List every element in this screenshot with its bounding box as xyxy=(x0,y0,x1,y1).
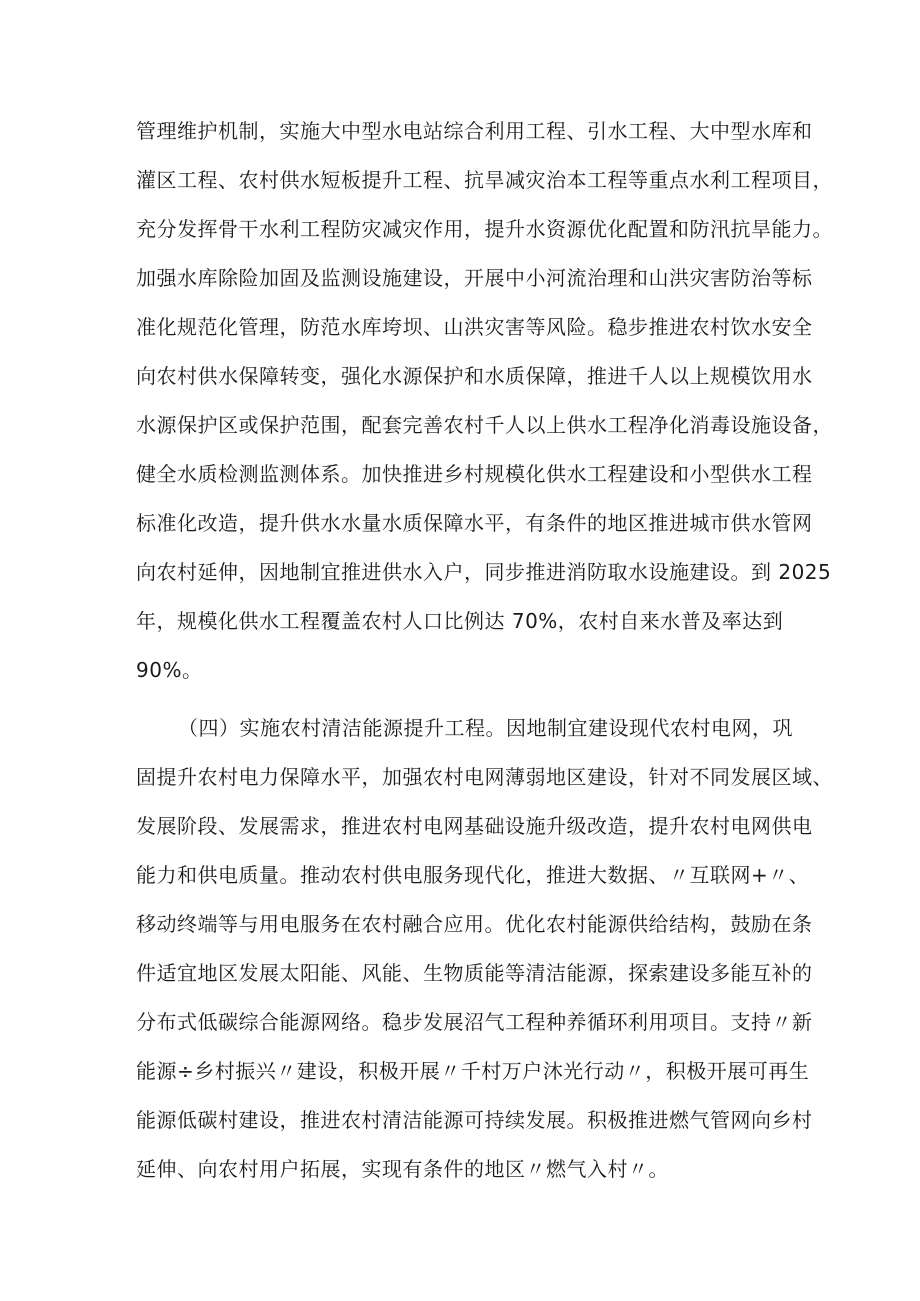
text-line: 件适宜地区发展太阳能、风能、生物质能等清洁能源，探索建设多能互补的 xyxy=(136,961,813,985)
text-line: 向农村供水保障转变，强化水源保护和水质保障，推进千人以上规模饮用水 xyxy=(136,364,813,388)
text-line: 能源低碳村建设，推进农村清洁能源可持续发展。积极推进燃气管网向乡村 xyxy=(136,1108,813,1132)
text-line: 发展阶段、发展需求，推进农村电网基础设施升级改造，提升农村电网供电 xyxy=(136,814,813,838)
text-line: 灌区工程、农村供水短板提升工程、抗旱减灾治本工程等重点水利工程项目， xyxy=(136,168,833,192)
text-line: 加强水库除险加固及监测设施建设，开展中小河流治理和山洪灾害防治等标 xyxy=(136,266,813,290)
text-line: 管理维护机制，实施大中型水电站综合利用工程、引水工程、大中型水库和 xyxy=(136,119,813,143)
text-line: 90%。 xyxy=(136,658,203,682)
text-line: 移动终端等与用电服务在农村融合应用。优化农村能源供给结构，鼓励在条 xyxy=(136,912,813,936)
text-line: 固提升农村电力保障水平，加强农村电网薄弱地区建设，针对不同发展区域、 xyxy=(136,765,833,789)
text-line: 年，规模化供水工程覆盖农村人口比例达 70%，农村自来水普及率达到 xyxy=(136,609,784,633)
text-line: 充分发挥骨干水利工程防灾减灾作用，提升水资源优化配置和防汛抗旱能力。 xyxy=(136,217,833,241)
text-line: 水源保护区或保护范围，配套完善农村千人以上供水工程净化消毒设施设备， xyxy=(136,413,833,437)
text-line: 向农村延伸，因地制宜推进供水入户，同步推进消防取水设施建设。到 2025 xyxy=(136,560,832,584)
text-line: 能源÷乡村振兴〃建设，积极开展〃千村万户沐光行动〃，积极开展可再生 xyxy=(136,1059,810,1083)
text-line: 健全水质检测监测体系。加快推进乡村规模化供水工程建设和小型供水工程 xyxy=(136,462,813,486)
text-line: 准化规范化管理，防范水库垮坝、山洪灾害等风险。稳步推进农村饮水安全 xyxy=(136,315,813,339)
text-line: 标准化改造，提升供水水量水质保障水平，有条件的地区推进城市供水管网 xyxy=(136,511,813,535)
text-line: 能力和供电质量。推动农村供电服务现代化，推进大数据、〃互联网+〃、 xyxy=(136,863,810,887)
text-line: （四）实施农村清洁能源提升工程。因地制宜建设现代农村电网，巩 xyxy=(178,716,793,740)
text-line: 延伸、向农村用户拓展，实现有条件的地区〃燃气入村〃。 xyxy=(136,1157,669,1181)
text-line: 分布式低碳综合能源网络。稳步发展沼气工程种养循环利用项目。支持〃新 xyxy=(136,1010,813,1034)
